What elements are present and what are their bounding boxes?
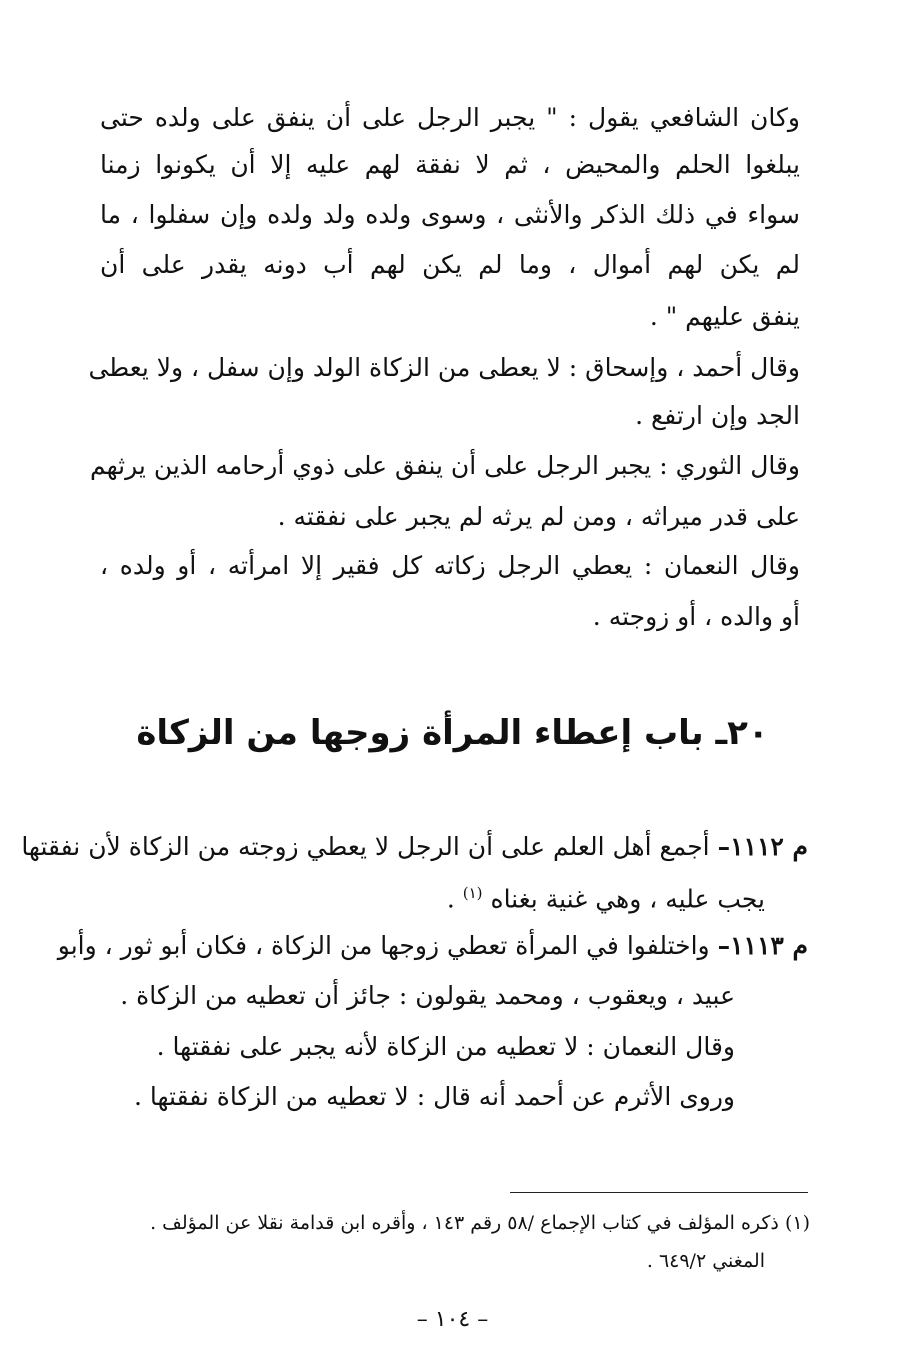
item-1113-line-4: وروى الأثرم عن أحمد أنه قال : لا تعطيه من الزكاة نفقتها . (134, 1082, 735, 1111)
body-line-2: يبلغوا الحلم والمحيض ، ثم لا نفقة لهم عليه إلا أن يكونوا زمنا (100, 150, 800, 179)
footnote-text-1: ذكره المؤلف في كتاب الإجماع /٥٨ رقم ١٤٣ ، وأقره ابن قدامة نقلا عن المؤلف . (150, 1212, 779, 1234)
item-1113-number: م ١١١٣– (717, 931, 808, 960)
body-line-1: وكان الشافعي يقول : " يجبر الرجل على أن ينفق على ولده حتى (100, 103, 800, 132)
body-line-8: وقال الثوري : يجبر الرجل على أن ينفق على ذوي أرحامه الذين يرثهم (90, 451, 800, 480)
chapter-heading: ٢٠ـ باب إعطاء المرأة زوجها من الزكاة (136, 713, 769, 753)
item-1112-end: . (446, 884, 455, 914)
item-1112-cont-text: يجب عليه ، وهي غنية بغناه (490, 884, 765, 914)
body-line-11: أو والده ، أو زوجته . (592, 602, 800, 631)
body-line-6: وقال أحمد ، وإسحاق : لا يعطى من الزكاة الولد وإن سفل ، ولا يعطى (88, 353, 800, 382)
body-line-3: سواء في ذلك الذكر والأنثى ، وسوى ولده ولد ولده وإن سفلوا ، ما (100, 200, 800, 229)
body-line-10: وقال النعمان : يعطي الرجل زكاته كل فقير إلا امرأته ، أو ولده ، (100, 551, 800, 580)
item-1113-first-line (57, 926, 808, 966)
item-1113-line-3: وقال النعمان : لا تعطيه من الزكاة لأنه يجبر على نفقتها . (156, 1032, 735, 1061)
page-number: – ١٠٤ – (416, 1307, 489, 1332)
body-line-7: الجد وإن ارتفع . (635, 401, 800, 430)
item-1112-number: م ١١١٢– (717, 832, 808, 861)
footnote-line-2: المغني ٦٤٩/٢ . (646, 1250, 765, 1272)
item-1112-text: أجمع أهل العلم على أن الرجل لا يعطي زوجته من الزكاة لأن نفقتها (21, 832, 710, 861)
footnote-reference[interactable]: (١) (462, 884, 483, 902)
item-1112-first-line (21, 827, 808, 867)
body-line-5: ينفق عليهم " . (649, 302, 800, 331)
footnote-line-1 (150, 1208, 810, 1238)
item-1112-cont-line (447, 873, 765, 919)
body-line-4: لم يكن لهم أموال ، وما لم يكن لهم أب دونه يقدر على أن (100, 250, 800, 279)
item-1113-text: واختلفوا في المرأة تعطي زوجها من الزكاة ، فكان أبو ثور ، وأبو (57, 931, 710, 960)
body-line-9: على قدر ميراثه ، ومن لم يرثه لم يجبر على نفقته . (277, 502, 800, 531)
footnote-marker: (١) (784, 1212, 810, 1234)
footnote-separator (510, 1192, 808, 1193)
item-1113-line-2: عبيد ، ويعقوب ، ومحمد يقولون : جائز أن تعطيه من الزكاة . (120, 981, 735, 1010)
